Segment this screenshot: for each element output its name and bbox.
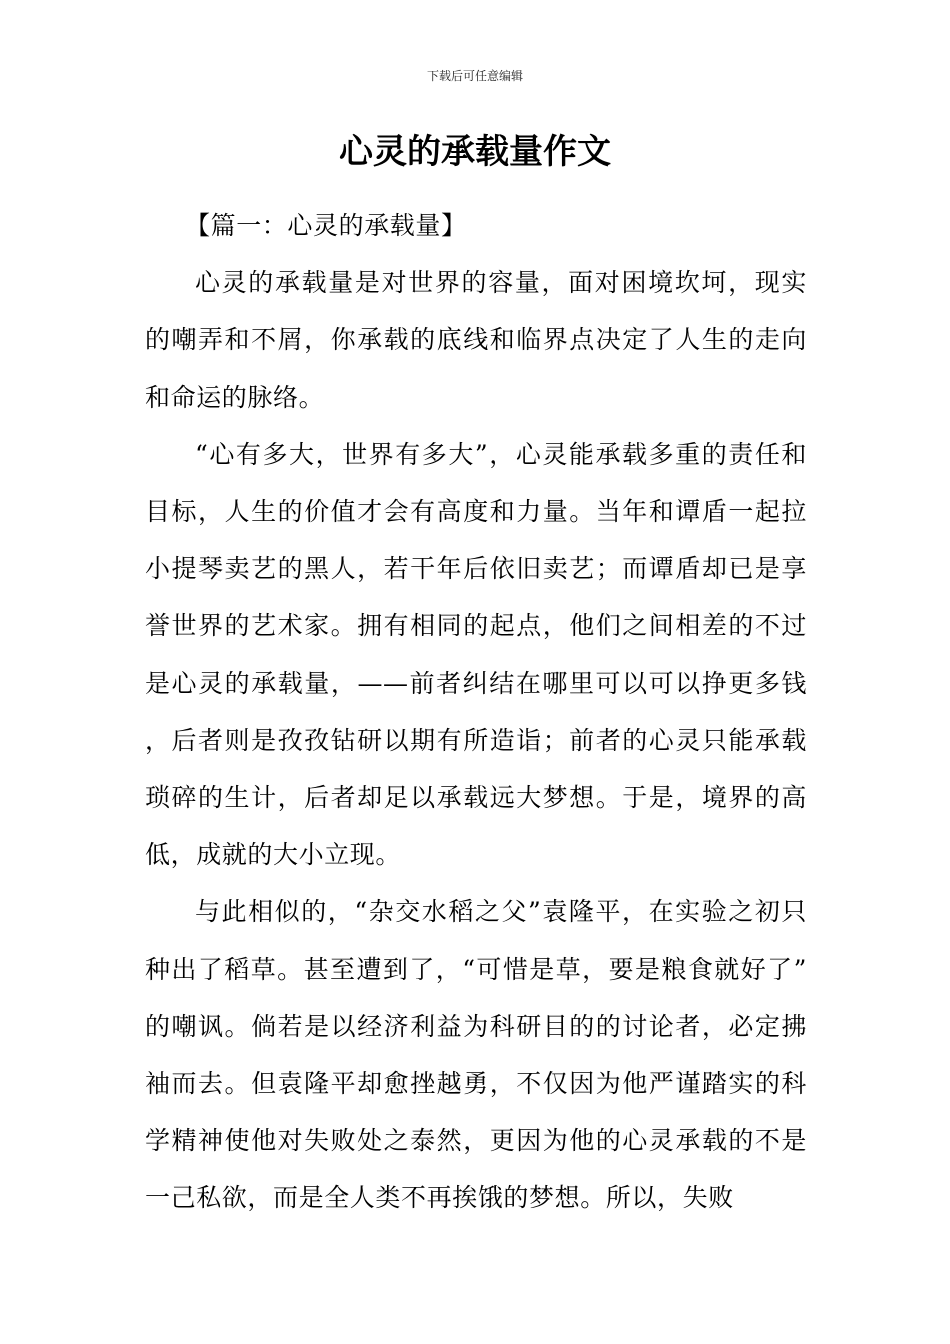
section-heading: 【篇一：心灵的承载量】 xyxy=(185,211,467,240)
paragraph-1: 心灵的承载量是对世界的容量，面对困境坎坷，现实的嘲弄和不屑，你承载的底线和临界点决定了人生的走向和命运的脉络。 xyxy=(145,268,807,412)
paragraph-2: “心有多大，世界有多大”，心灵能承载多重的责任和目标，人生的价值才会有高度和力量。当年和谭盾一起拉小提琴卖艺的黑人，若干年后依旧卖艺；而谭盾却已是享誉世界的艺术家。拥有相同的起点，他们之间相差的不过是心灵的承载量，——前者纠结在哪里可以可以挣更多钱，后者则是孜孜钻研以期有所造诣；前者的心灵只能承载琐碎的生计，后者却足以承载远大梦想。于是，境界的高低，成就的大小立现。 xyxy=(145,439,807,870)
paragraph-3: 与此相似的，“杂交水稻之父”袁隆平，在实验之初只种出了稻草。甚至遭到了，“可惜是草，要是粮食就好了”的嘲讽。倘若是以经济利益为科研目的的讨论者，必定拂袖而去。但袁隆平却愈挫越勇，不仅因为他严谨踏实的科学精神使他对失败处之泰然，更因为他的心灵承载的不是一己私欲，而是全人类不再挨饿的梦想。所以，失败 xyxy=(145,897,807,1213)
document-title: 心灵的承载量作文 xyxy=(339,132,611,172)
header-note: 下载后可任意编辑 xyxy=(426,69,523,83)
document-body xyxy=(145,197,807,1227)
